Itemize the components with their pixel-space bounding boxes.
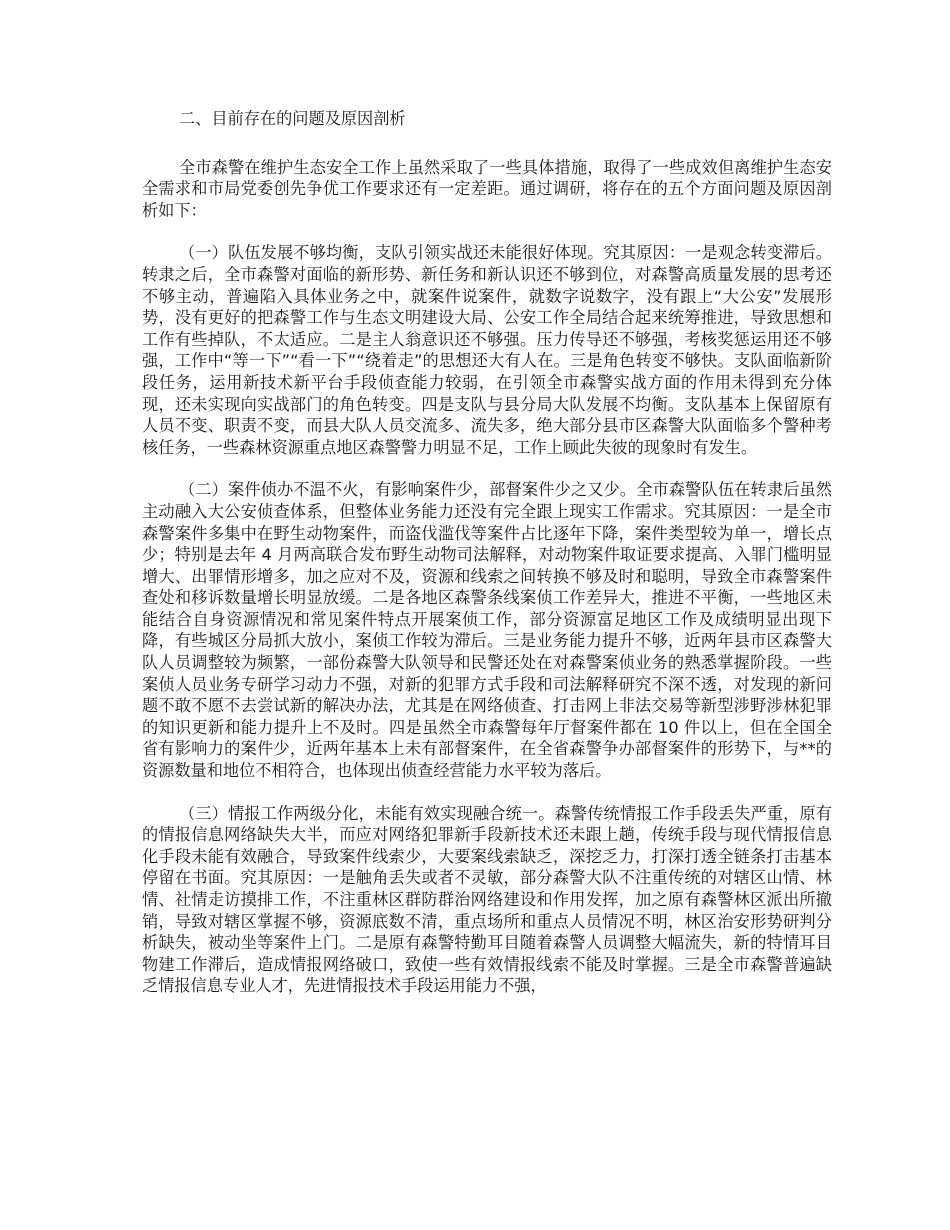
section-heading: 二、目前存在的问题及原因剖析 bbox=[179, 109, 406, 128]
paragraph-team-development: （一）队伍发展不够均衡，支队引领实战还未能很好体现。究其原因：一是观念转变滞后。转隶之后，全市森警对面临的新形势、新任务和新认识还不够到位，对森警高质量发展的思考还不够主动，普遍陷入具体业务之中，就案件说案件，就数字说数字，没有跟上“大公安”发展形势，没有更好的把森警工作与生态文明建设大局、公安工作全局结合起来统筹推进，导致思想和工作有些掉队，不太适应。二是主人翁意识还不够强。压力传导还不够强，考核奖惩运用还不够强，工作中“等一下”“看一下”“绕着走”的思想还大有人在。三是角色转变不够快。支队面临新阶段任务，运用新技术新平台手段侦查能力较弱，在引领全市森警实战方面的作用未得到充分体现，还未实现向实战部门的角色转变。四是支队与县分局大队发展不均衡。支队基本上保留原有人员不变、职责不变，而县大队人员交流多、流失多，绝大部分县市区森警大队面临多个警种考核任务，一些森林资源重点地区森警警力明显不足，工作上顾此失彼的现象时有发生。 bbox=[142, 243, 832, 457]
paragraph-intro: 全市森警在维护生态安全工作上虽然采取了一些具体措施，取得了一些成效但离维护生态安全需求和市局党委创先争优工作要求还有一定差距。通过调研，将存在的五个方面问题及原因剖析如下： bbox=[142, 157, 832, 220]
paragraph-intelligence-work: （三）情报工作两级分化，未能有效实现融合统一。森警传统情报工作手段丢失严重，原有的情报信息网络缺失大半，而应对网络犯罪新手段新技术还未跟上趟，传统手段与现代情报信息化手段未能有效融合，导致案件线索少，大要案线索缺乏，深挖乏力，打深打透全链条打击基本停留在书面。究其原因：一是触角丢失或者不灵敏，部分森警大队不注重传统的对辖区山情、林情、社情走访摸排工作，不注重林区群防群治网络建设和作用发挥，加之原有森警林区派出所撤销，导致对辖区掌握不够，资源底数不清，重点场所和重点人员情况不明，林区治安形势研判分析缺失，被动坐等案件上门。二是原有森警特勤耳目随着森警人员调整大幅流失，新的特情耳目物建工作滞后，造成情报网络破口，致使一些有效情报线索不能及时掌握。三是全市森警普遍缺乏情报信息专业人才，先进情报技术手段运用能力不强， bbox=[142, 803, 832, 996]
document-page bbox=[142, 108, 832, 997]
paragraph-case-investigation: （二）案件侦办不温不火，有影响案件少，部督案件少之又少。全市森警队伍在转隶后虽然主动融入大公安侦查体系，但整体业务能力还没有完全跟上现实工作需求。究其原因：一是全市森警案件多集中在野生动物案件，而盗伐滥伐等案件占比逐年下降，案件类型较为单一，增长点少；特别是去年 4 月两高联合发布野生动物司法解释，对动物案件取证要求提高、入罪门槛明显增大、出罪情形增多，加之应对不及，资源和线索之间转换不够及时和聪明，导致全市森警案件查处和移诉数量增长明显放缓。二是各地区森警条线案侦工作差异大，推进不平衡，一些地区未能结合自身资源情况和常见案件特点开展案侦工作，部分资源富足地区工作及成绩明显出现下降，有些城区分局抓大放小，案侦工作较为滞后。三是业务能力提升不够，近两年县市区森警大队人员调整较为频繁，一部份森警大队领导和民警还处在对森警案侦业务的熟悉掌握阶段。一些案侦人员业务专研学习动力不强，对新的犯罪方式手段和司法解释研究不深不透，对发现的新问题不敢不愿不去尝试新的解决办法，尤其是在网络侦查、打击网上非法交易等新型涉野涉林犯罪的知识更新和能力提升上不及时。四是虽然全市森警每年厅督案件都在 10 件以上，但在全国全省有影响力的案件少，近两年基本上未有部督案件，在全省森警争办部督案件的形势下，与**的资源数量和地位不相符合，也体现出侦查经营能力水平较为落后。 bbox=[142, 480, 832, 781]
